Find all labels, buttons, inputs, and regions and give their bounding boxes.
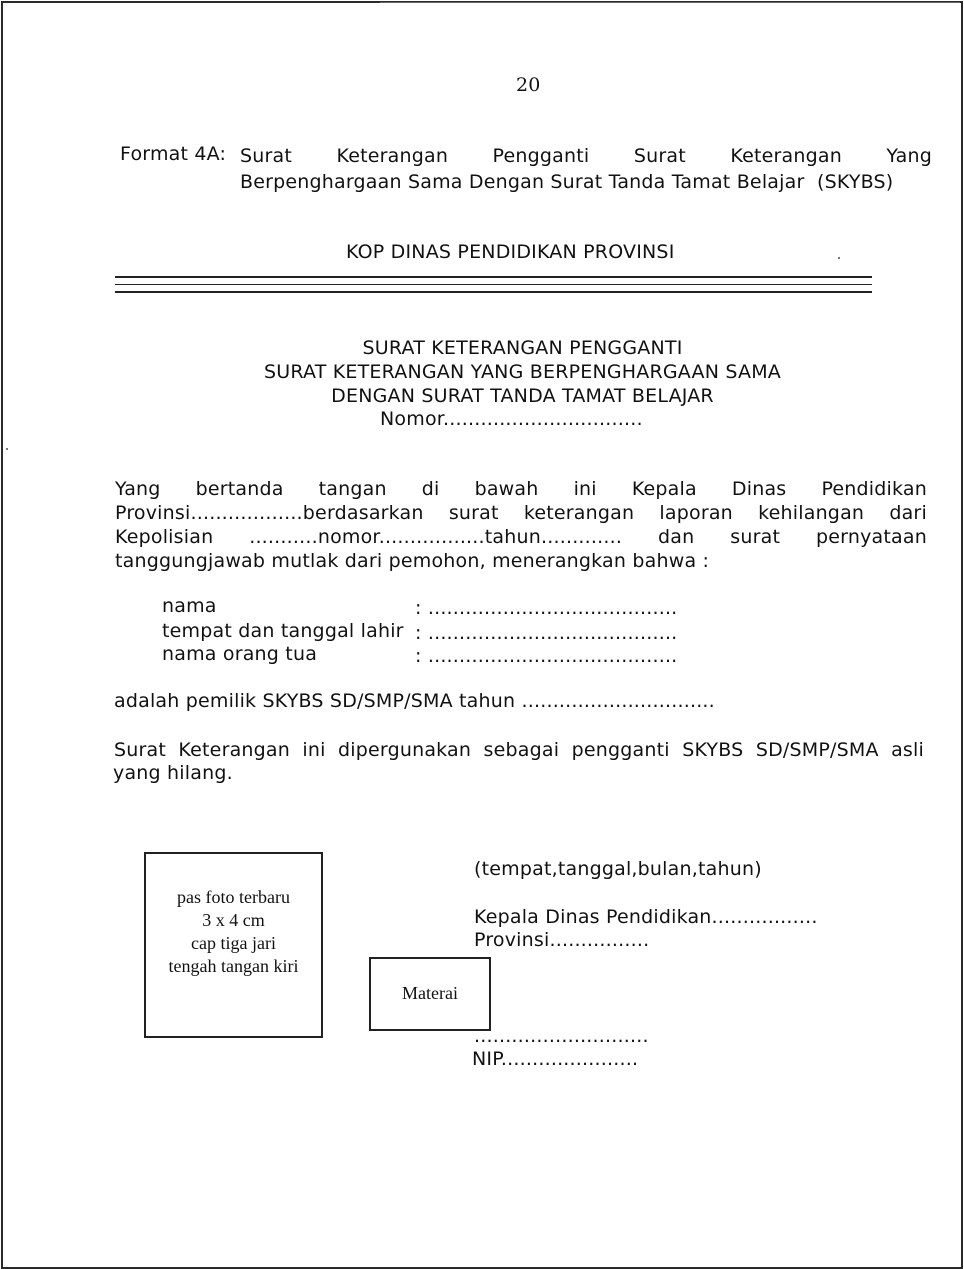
body-word: Provinsi..................berdasarkan — [115, 502, 424, 524]
body-line2 — [115, 502, 927, 524]
usage-word: SD/SMP/SMA — [755, 739, 879, 761]
signature-title-line1: Kepala Dinas Pendidikan................. — [474, 906, 818, 928]
usage-line1 — [114, 739, 924, 761]
field-label-birth: tempat dan tanggal lahir — [162, 620, 404, 642]
usage-word: dipergunakan — [338, 739, 472, 761]
body-word: ini — [573, 478, 597, 500]
body-word: bawah — [474, 478, 539, 500]
usage-word: ini — [302, 739, 326, 761]
letterhead-rule-top — [115, 276, 872, 278]
signature-title-line2: Provinsi................ — [474, 929, 650, 951]
body-word: Pendidikan — [821, 478, 927, 500]
body-word: Yang — [115, 478, 161, 500]
photo-box-line: tengah tangan kiri — [168, 956, 299, 976]
signature-nip: NIP...................... — [472, 1048, 639, 1070]
letterhead-rule-middle — [115, 284, 872, 285]
field-label-parent: nama orang tua — [162, 643, 318, 665]
body-word: Kepala — [631, 478, 697, 500]
body-word: tangan — [318, 478, 387, 500]
body-word: laporan — [659, 502, 733, 524]
format-label: Format 4A: — [120, 143, 227, 165]
stamp-duty-label: Materai — [402, 983, 458, 1003]
format-title-line2: Berpenghargaan Sama Dengan Surat Tanda Tamat Belajar (SKYBS) — [240, 171, 894, 193]
usage-word: pengganti — [571, 739, 670, 761]
page-number: 20 — [516, 74, 541, 96]
body-word: di — [421, 478, 440, 500]
body-word: dan — [658, 526, 695, 548]
usage-word: Surat — [114, 739, 167, 761]
field-label-name: nama — [162, 595, 217, 617]
usage-word: sebagai — [483, 739, 560, 761]
field-value-birth: : ........................................ — [415, 622, 678, 644]
usage-word: asli — [891, 739, 924, 761]
photo-box-text — [146, 886, 321, 978]
body-line4: tanggungjawab mutlak dari pemohon, menerangkan bahwa : — [115, 550, 710, 572]
field-value-name: : ........................................ — [415, 597, 678, 619]
format-word: Keterangan — [336, 145, 449, 167]
body-word: Dinas — [731, 478, 787, 500]
body-word: Kepolisian — [115, 526, 214, 548]
body-word: bertanda — [195, 478, 284, 500]
usage-word: SKYBS — [682, 739, 744, 761]
format-word: Keterangan — [730, 145, 842, 167]
body-word: surat — [448, 502, 499, 524]
scan-speck — [838, 257, 840, 259]
usage-word: Keterangan — [178, 739, 291, 761]
photo-box-line: 3 x 4 cm — [202, 910, 265, 930]
usage-line2: yang hilang. — [113, 762, 233, 784]
doc-title-line1: SURAT KETERANGAN PENGGANTI — [362, 337, 683, 359]
photo-box-line: cap tiga jari — [191, 933, 276, 953]
format-word: Yang — [886, 145, 932, 167]
field-value-parent: : ........................................ — [415, 645, 678, 667]
stamp-duty-box — [369, 957, 491, 1031]
body-word: ...........nomor.................tahun............. — [249, 526, 623, 548]
format-word: Surat — [633, 145, 686, 167]
photo-fingerprint-box — [144, 852, 323, 1038]
body-word: keterangan — [523, 502, 635, 524]
body-line1 — [115, 478, 927, 500]
doc-number: Nomor................................ — [380, 408, 643, 430]
format-word: Pengganti — [492, 145, 590, 167]
body-word: dari — [889, 502, 927, 524]
photo-box-line: pas foto terbaru — [177, 887, 290, 907]
top-scan-line — [380, 2, 960, 3]
body-word: kehilangan — [758, 502, 865, 524]
signature-name-line: ............................ — [474, 1025, 649, 1047]
owner-statement: adalah pemilik SKYBS SD/SMP/SMA tahun ............................... — [114, 690, 715, 712]
letterhead-placeholder: KOP DINAS PENDIDIKAN PROVINSI — [346, 241, 675, 263]
format-title-line1 — [240, 145, 932, 167]
body-word: pernyataan — [816, 526, 927, 548]
body-line3 — [115, 526, 927, 548]
format-word: Surat — [240, 145, 293, 167]
doc-title-line3: DENGAN SURAT TANDA TAMAT BELAJAR — [331, 385, 714, 407]
doc-title-line2: SURAT KETERANGAN YANG BERPENGHARGAAN SAMA — [264, 361, 781, 383]
body-word: surat — [730, 526, 781, 548]
letterhead-rule-bottom — [115, 291, 872, 293]
scan-speck — [6, 448, 8, 450]
signature-place-date: (tempat,tanggal,bulan,tahun) — [474, 858, 762, 880]
